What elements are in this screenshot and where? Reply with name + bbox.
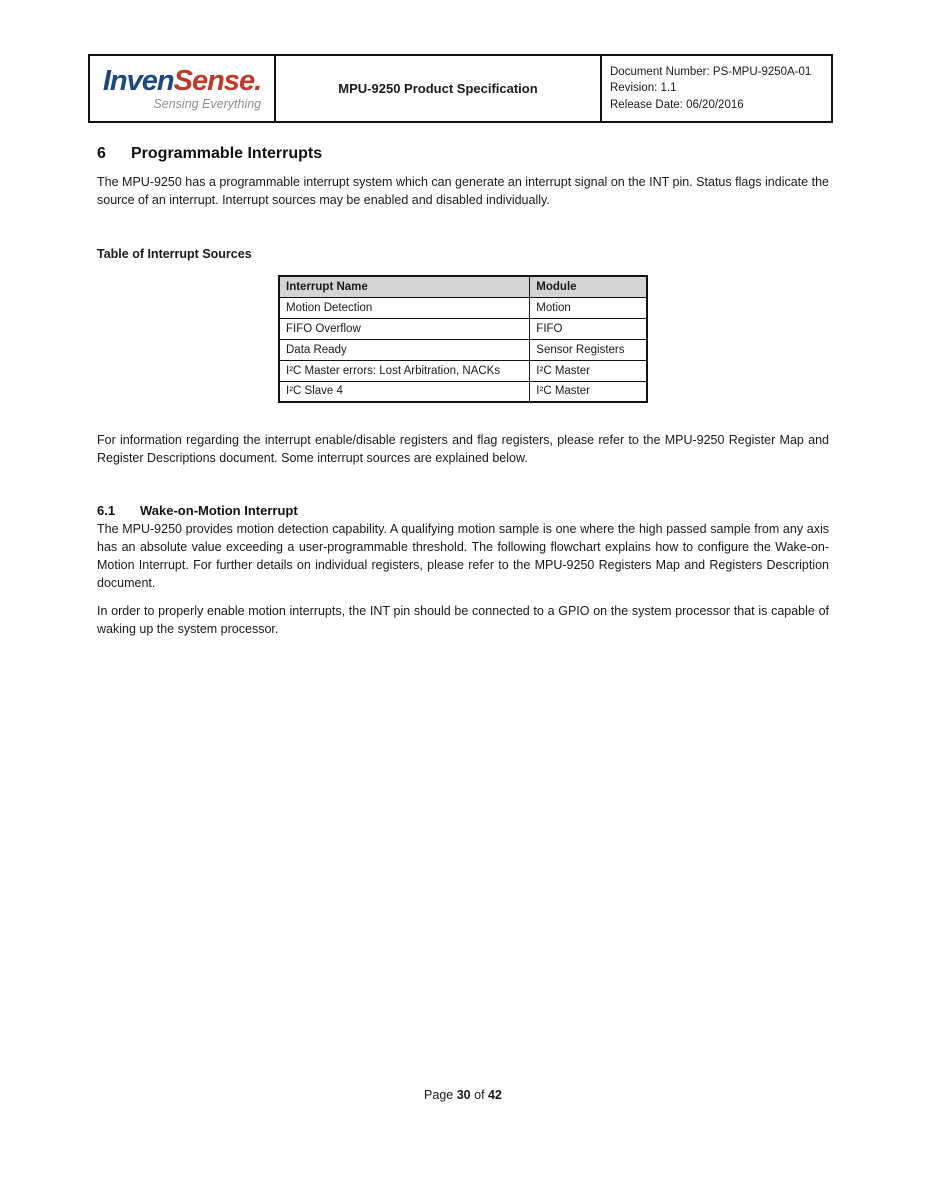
interrupt-table-wrapper — [278, 275, 829, 403]
cell-module: FIFO — [530, 318, 647, 339]
document-header — [88, 54, 833, 123]
footer-prefix: Page — [424, 1088, 454, 1102]
table-row — [279, 381, 647, 402]
invensense-logo — [102, 64, 262, 111]
table-row — [279, 339, 647, 360]
column-header-interrupt-name: Interrupt Name — [279, 276, 530, 297]
cell-interrupt-name: I²C Slave 4 — [279, 381, 530, 402]
document-release-date: Release Date: 06/20/2016 — [610, 98, 744, 111]
document-title: MPU-9250 Product Specification — [276, 56, 602, 121]
section-6-1-paragraph-2: In order to properly enable motion interrupts, the INT pin should be connected to a GPIO on the system processor that is capable of waking up the system processor. — [97, 604, 829, 636]
table-row — [279, 318, 647, 339]
section-6-number: 6 — [97, 145, 106, 162]
footer-total-pages: 42 — [488, 1088, 502, 1102]
cell-interrupt-name: Data Ready — [279, 339, 530, 360]
section-6-heading — [97, 145, 829, 163]
section-6-intro-paragraph: The MPU-9250 has a programmable interrupt system which can generate an interrupt signal on the INT pin. Status flags indicate the source of an interrupt. Interrupt sources may be enabled and disabled individually. — [97, 175, 829, 207]
section-6-1-title: Wake-on-Motion Interrupt — [140, 503, 298, 518]
document-number: Document Number: PS-MPU-9250A-01 — [610, 66, 812, 79]
footer-separator: of — [474, 1088, 485, 1102]
cell-interrupt-name: I²C Master errors: Lost Arbitration, NACKs — [279, 360, 530, 381]
section-6-1-number: 6.1 — [97, 503, 116, 518]
column-header-module: Module — [530, 276, 647, 297]
interrupt-table-caption: Table of Interrupt Sources — [97, 247, 252, 261]
page-content — [97, 145, 829, 638]
after-table-paragraph: For information regarding the interrupt enable/disable registers and flag registers, please refer to the MPU-9250 Register Map and Register Descriptions document. Some interrupt sources are explained below. — [97, 433, 829, 465]
cell-module: Sensor Registers — [530, 339, 647, 360]
table-row — [279, 360, 647, 381]
section-6-1-paragraph-1: The MPU-9250 provides motion detection capability. A qualifying motion sample is one where the high passed sample from any axis has an absolute value exceeding a user-programmable threshold. The following flowchart explains how to configure the Wake-on-Motion Interrupt. For further details on individual registers, please refer to the MPU-9250 Registers Map and Registers Description document. — [97, 522, 829, 590]
cell-interrupt-name: Motion Detection — [279, 297, 530, 318]
cell-module: I²C Master — [530, 360, 647, 381]
table-row — [279, 297, 647, 318]
section-6-1-heading — [97, 503, 829, 518]
interrupt-sources-table — [278, 275, 648, 403]
footer-page-number: 30 — [456, 1088, 471, 1102]
table-header-row — [279, 276, 647, 297]
logo-cell — [90, 56, 276, 121]
logo-tagline: Sensing Everything — [153, 96, 262, 111]
section-6-title: Programmable Interrupts — [131, 145, 323, 162]
logo-text-inven: Inven — [102, 64, 174, 97]
cell-interrupt-name: FIFO Overflow — [279, 318, 530, 339]
logo-text-sense: Sense. — [173, 64, 262, 97]
cell-module: I²C Master — [530, 381, 647, 402]
logo-wordmark — [102, 64, 262, 97]
cell-module: Motion — [530, 297, 647, 318]
document-info-cell — [602, 56, 831, 121]
document-revision: Revision: 1.1 — [610, 82, 677, 95]
page-footer — [0, 1088, 926, 1102]
